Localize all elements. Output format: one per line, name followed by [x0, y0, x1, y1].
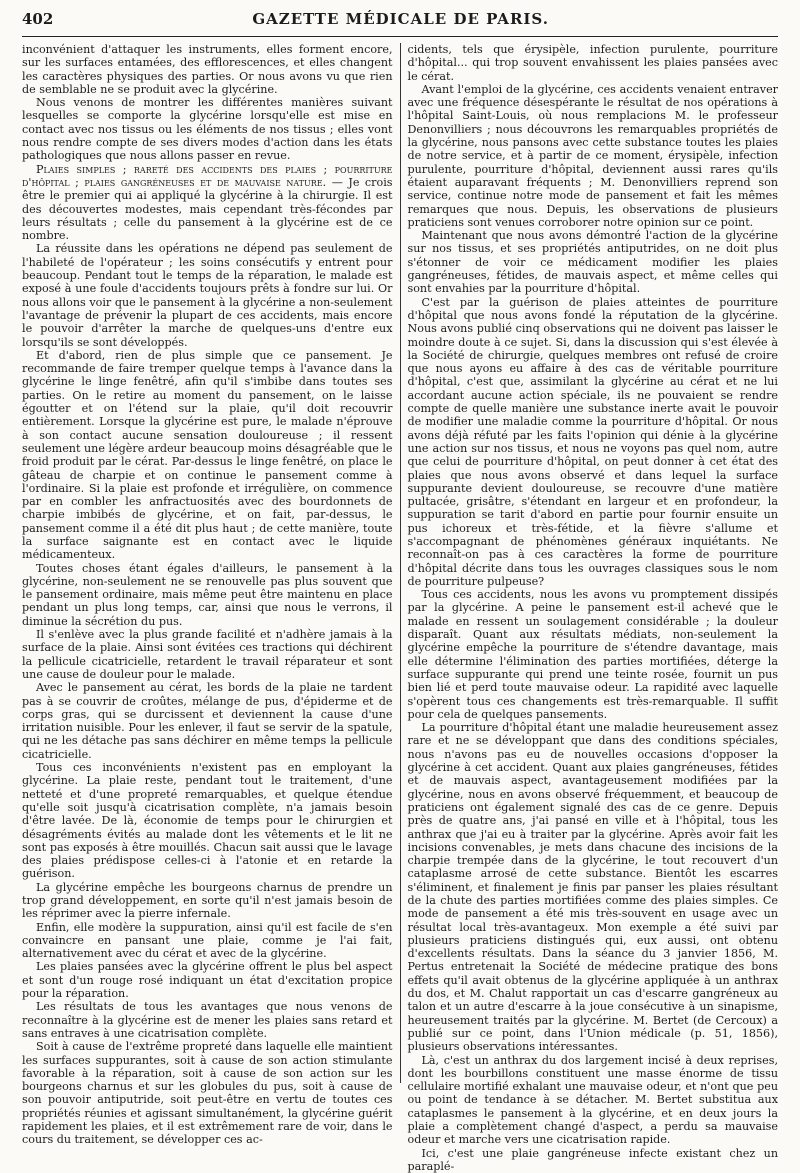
paragraph-text: Ici, c'est une plaie gangréneuse infecte existant chez un paraplé-: [407, 1146, 778, 1173]
paragraph: [408, 83, 779, 229]
left-column: [22, 43, 400, 1147]
paragraph: [22, 242, 393, 348]
paragraph-text: Avant l'emploi de la glycérine, ces accidents venaient entraver avec une fréquence désespérante le résultat de nos opérations à l'hôpital Saint-Louis, où nous remplacions M. le professeur Denonvilliers ; nous découvrons les remarquables propriétés de la glycérine, nous pansons avec cette substance toutes les plaies de notre service, et à partir de ce moment, érysipèle, infection purulente, pourriture d'hôpital, deviennent aussi rares qu'ils étaient auparavant fréquents ; M. Denonvilliers reprend son service, continue notre mode de pansement et fait les mêmes remarques que nous. Depuis, les observations de plusieurs praticiens sont venues corroborer notre opinion sur ce point.: [407, 82, 778, 229]
paragraph: [22, 921, 393, 961]
paragraph-text: Les plaies pansées avec la glycérine offrent le plus bel aspect et sont d'un rouge rosé indiquant un état d'excitation propice pour la réparation.: [22, 960, 393, 1001]
paragraph-text: Les résultats de tous les avantages que nous venons de reconnaître à la glycérine est de mener les plaies sans retard et sans entraves à une cicatrisation complète.: [22, 1000, 393, 1040]
paragraph-text: Nous venons de montrer les différentes manières suivant lesquelles se comporte la glycérine lorsqu'elle est mise en contact avec nos tissus ou les éléments de nos tissus ; elles vont nous rendre compte de ses divers modes d'action dans les états pathologiques que nous allons passer en revue.: [22, 96, 393, 163]
paragraph-text: La pourriture d'hôpital étant une maladie heureusement assez rare et ne se développant que dans des conditions spéciales, nous n'avons pas eu de nouvelles occasions d'opposer la glycérine à cet accident. Quant aux plaies gangréneuses, fétides et de mauvais aspect, avantageusement modifiées par la glycérine, nous en avons observé fréquemment, et beaucoup de praticiens ont également signalé des cas de ce genre. Depuis près de quatre ans, j'ai pansé en ville et à l'hôpital, tous les anthrax que j'ai eu à traiter par la glycérine. Après avoir fait les incisions convenables, je mets dans chacune des incisions de la charpie trempée dans de la glycérine, le tout recouvert d'un cataplasme arrosé de cette substance. Bientôt les escarres s'éliminent, et finalement je finis par panser les plaies résultant de la chute des parties mortifiées comme des plaies simples. Ce mode de pansement a été mis très-souvent en usage avec un résultat local très-avantageux. Mon exemple a été suivi par plusieurs praticiens distingués qui, eux aussi, ont obtenu d'excellents résultats. Dans la séance du 3 janvier 1856, M. Pertus entretenait la Société de médecine pratique des bons effets qu'il avait obtenus de la glycérine appliquée à un anthrax du dos, et M. Chalut rapportait un cas d'escarre gangréneux au talon et un autre d'escarre à la joue consécutive à un sinapisme, heureusement traités par la glycérine. M. Bertet (de Cercoux) a publié sur ce point, dans l'Union médicale (p. 51, 1856), plusieurs observations intéressantes.: [407, 721, 778, 1054]
paragraph-text: Tous ces inconvénients n'existent pas en employant la glycérine. La plaie reste, pendant tout le traitement, d'une netteté et d'une propreté remarquables, et quelque étendue qu'elle soit jusqu'à cicatrisation complète, n'a jamais besoin d'être lavée. De là, économie de temps pour le chirurgien et désagréments évités au malade dont les vêtements et le lit ne sont pas exposés à être mouillés. Chacun sait aussi que le lavage des plaies prédispose celles-ci à l'atonie et en retarde la guérison.: [22, 761, 393, 881]
paragraph: [22, 761, 393, 881]
paragraph: [408, 43, 779, 83]
paragraph-text: Et d'abord, rien de plus simple que ce pansement. Je recommande de faire tremper quelque temps à l'avance dans la glycérine le linge fenêtré, afin qu'il s'imbibe dans toutes ses parties. On le retire au moment du pansement, on le laisse égoutter et on l'étend sur la plaie, qu'il doit recouvrir entièrement. Lorsque la glycérine est pure, le malade n'éprouve à son contact aucune sensation douloureuse ; il ressent seulement une légère ardeur beaucoup moins désagréable que le froid produit par le cérat. Par-dessus le linge fenêtré, on place le gâteau de charpie et on continue le pansement comme à l'ordinaire. Si la plaie est profonde et irrégulière, on commence par en combler les anfractuosités avec des bourdonnets de charpie imbibés de glycérine, et on fait, par-dessus, le pansement comme il a été dit plus haut ; de cette manière, toute la surface saignante est en contact avec le liquide médicamenteux.: [22, 348, 393, 562]
paragraph-text: cidents, tels que érysipèle, infection purulente, pourriture d'hôpital... qui trop souvent envahissent les plaies pansées avec le cérat.: [407, 43, 778, 83]
two-column-body: [22, 43, 778, 1173]
journal-title: GAZETTE MÉDICALE DE PARIS.: [252, 10, 549, 28]
paragraph: [22, 628, 393, 681]
running-header: [22, 10, 778, 37]
paragraph: [22, 1040, 393, 1146]
paragraph: [22, 960, 393, 1000]
paragraph: [408, 1054, 779, 1147]
paragraph-text: Toutes choses étant égales d'ailleurs, le pansement à la glycérine, non-seulement ne se renouvelle pas plus souvent que le pansement ordinaire, mais même peut être maintenu en place pendant un plus long temps, car, ainsi que nous le verrons, il diminue la sécrétion du pus.: [22, 561, 393, 628]
paragraph: [408, 721, 779, 1053]
paragraph-text: — Je crois être le premier qui ai appliqué la glycérine à la chirurgie. Il est des découvertes modestes, mais cependant très-fécondes par leurs résultats ; celle du pansement à la glycérine est de ce nombre.: [22, 175, 393, 243]
right-column: [401, 43, 779, 1173]
page-number: 402: [22, 10, 54, 28]
paragraph: [408, 296, 779, 589]
paragraph-text: La glycérine empêche les bourgeons charnus de prendre un trop grand développement, en sorte qu'il n'est jamais besoin de les réprimer avec la pierre infernale.: [22, 880, 393, 921]
paragraph: [22, 562, 393, 628]
paragraph: [22, 96, 393, 162]
paragraph: [408, 1147, 779, 1173]
paragraph: [408, 229, 779, 295]
paragraph-text: Tous ces accidents, nous les avons vu promptement dissipés par la glycérine. A peine le pansement est-il achevé que le malade en ressent un soulagement considérable ; la douleur disparaît. Quant aux résultats médiats, non-seulement la glycérine empêche la pourriture de s'étendre davantage, mais elle détermine l'élimination des parties mortifiées, déterge la surface suppurante qui prend une teinte rosée, fournit un pus bien lié et perd toute mauvaise odeur. La rapidité avec laquelle s'opèrent tous ces changements est très-remarquable. Il suffit pour cela de quelques pansements.: [407, 588, 778, 721]
paragraph: [22, 163, 393, 243]
paragraph-text: Enfin, elle modère la suppuration, ainsi qu'il est facile de s'en convaincre en pansant une plaie, comme je l'ai fait, alternativement avec du cérat et avec de la glycérine.: [22, 920, 393, 961]
paragraph: [22, 349, 393, 562]
paragraph-text: Là, c'est un anthrax du dos largement incisé à deux reprises, dont les bourbillons constituent une masse énorme de tissu cellulaire mortifié exhalant une mauvaise odeur, et n'ont que peu ou point de tendance à se détacher. M. Bertet substitua aux cataplasmes le pansement à la glycérine, et en deux jours la plaie a complètement changé d'aspect, a perdu sa mauvaise odeur et marche vers une cicatrisation rapide.: [407, 1053, 778, 1147]
paragraph: [22, 681, 393, 761]
paragraph: [22, 1000, 393, 1040]
paragraph: [22, 43, 393, 96]
section-heading: Plaies simples ; rareté des accidents des plaies ; pourriture d'hôpital ; plaies gangréneuses et de mauvaise nature.: [22, 162, 393, 189]
paragraph-text: Il s'enlève avec la plus grande facilité et n'adhère jamais à la surface de la plaie. Ainsi sont évitées ces tractions qui déchirent la pellicule cicatricielle, retardent le travail réparateur et sont une cause de douleur pour le malade.: [22, 628, 393, 681]
paragraph-text: inconvénient d'attaquer les instruments, elles forment encore, sur les surfaces entamées, des efflorescences, et elles changent les caractères physiques des parties. Or nous avons vu que rien de semblable ne se produit avec la glycérine.: [22, 43, 393, 96]
paragraph-text: Soit à cause de l'extrême propreté dans laquelle elle maintient les surfaces suppurantes, soit à cause de son action stimulante favorable à la réparation, soit à cause de son action sur les bourgeons charnus et sur les globules du pus, soit à cause de son pouvoir antiputride, soit peut-être en vertu de toutes ces propriétés réunies et agissant simultanément, la glycérine guérit rapidement les plaies, et il est extrêmement rare de voir, dans le cours du traitement, se développer ces ac-: [22, 1040, 393, 1147]
paragraph-text: Maintenant que nous avons démontré l'action de la glycérine sur nos tissus, et ses propriétés antiputrides, on ne doit plus s'étonner de voir ce médicament modifier les plaies gangréneuses, fétides, de mauvais aspect, et même celles qui sont envahies par la pourriture d'hôpital.: [407, 229, 778, 296]
paragraph-text: La réussite dans les opérations ne dépend pas seulement de l'habileté de l'opérateur ; les soins consécutifs y entrent pour beaucoup. Pendant tout le temps de la réparation, le malade est exposé à une foule d'accidents toujours prêts à fondre sur lui. Or nous allons voir que le pansement à la glycérine a non-seulement l'avantage de prévenir la plupart de ces accidents, mais encore le pouvoir d'arrêter la marche de quelques-uns d'entre eux lorsqu'ils se sont développés.: [22, 242, 393, 349]
paragraph: [408, 588, 779, 721]
paragraph: [22, 881, 393, 921]
paragraph-text: Avec le pansement au cérat, les bords de la plaie ne tardent pas à se couvrir de croûtes, mélange de pus, d'épiderme et de corps gras, qui se durcissent et deviennent la cause d'une irritation nuisible. Pour les enlever, il faut se servir de la spatule, qui ne les détache pas sans déchirer en même temps la pellicule cicatricielle.: [22, 681, 393, 761]
paragraph-text: C'est par la guérison de plaies atteintes de pourriture d'hôpital que nous avons fondé la réputation de la glycérine. Nous avons publié cinq observations qui ne doivent pas laisser le moindre doute à ce sujet. Si, dans la discussion qui s'est élevée à la Société de chirurgie, quelques membres ont refusé de croire que nous ayons eu affaire à des cas de véritable pourriture d'hôpital, c'est que, assimilant la glycérine au cérat et ne lui accordant aucune action spéciale, ils ne pouvaient se rendre compte de quelle manière une substance inerte avait le pouvoir de modifier une maladie comme la pourriture d'hôpital. Or nous avons déjà réfuté par les faits l'opinion qui dénie à la glycérine une action sur nos tissus, et nous ne voyons pas quel nom, autre que celui de pourriture d'hôpital, on peut donner à cet état des plaies que nous avons observé et dans lequel la surface suppurante devient douloureuse, se recouvre d'une matière pultacée, grisâtre, s'étendant en largeur et en profondeur, la suppuration se tarit d'abord en partie pour fournir ensuite un pus ichoreux et très-fétide, et la fièvre s'allume et s'accompagnant de phénomènes généraux inquiétants. Ne reconnaît-on pas à ces caractères la forme de pourriture d'hôpital décrite dans tous les ouvrages classiques sous le nom de pourriture pulpeuse?: [407, 295, 778, 588]
